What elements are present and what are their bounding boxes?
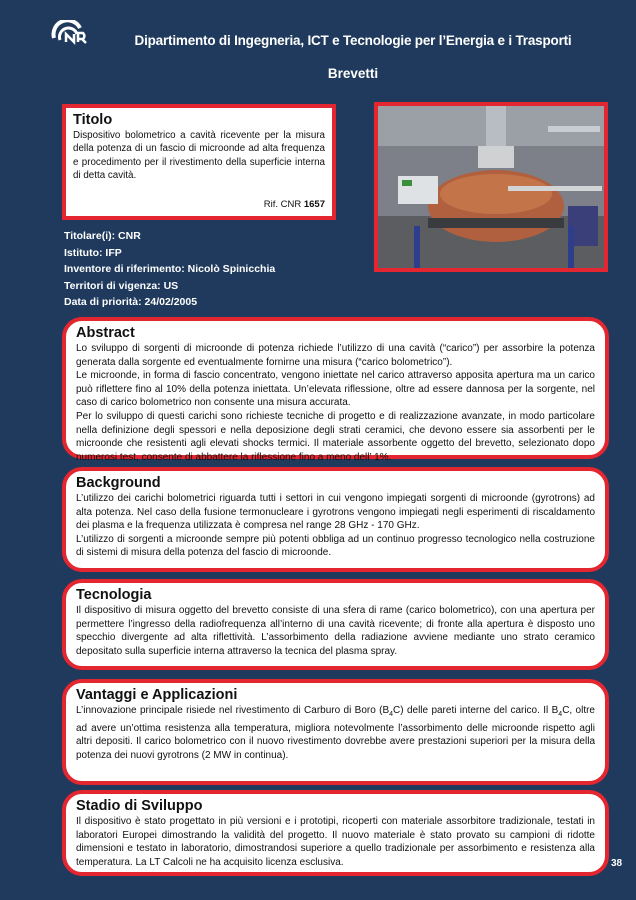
vantaggi-text-2: C) delle pareti interne del carico. Il B — [393, 705, 559, 716]
vantaggi-box — [62, 679, 609, 785]
meta-istituto: Istituto: IFP — [64, 246, 122, 259]
cnr-logo-icon — [50, 20, 94, 54]
vantaggi-sub-2: 4 — [558, 711, 563, 718]
abstract-paragraph-3: Per lo sviluppo di questi carichi sono richieste tecniche di progetto e di realizzazione avanzate, in modo particolare nella definizione degli spessori e nella deposizione degli strati ceramici, che devono essere sia assorbenti per le microonde che resistenti agli elevati shocks termici. Il materiale assorbente oggetto del brevetto, selezionato dopo numerosi test, consente di abbattere la riflessione fino a meno dell’ 1%. — [76, 410, 595, 463]
vantaggi-text-1: L’innovazione principale risiede nel rivestimento di Carburo di Boro (B — [76, 705, 390, 716]
titolo-heading: Titolo — [73, 112, 113, 128]
background-paragraph-1: L’utilizzo dei carichi bolometrici riguarda tutti i settori in cui vengono impiegati sorgenti di microonde (gyrotrons) ad alta potenza. Nel caso della fusione termonucleare i gyrotrons vengono impiegati negli esperimenti di riscaldamento dei plasma e la frequenza utilizzata è compresa nel range 28 GHz - 170 GHz. — [76, 493, 595, 532]
background-heading: Background — [76, 475, 161, 491]
meta-data-priorita: Data di priorità: 24/02/2005 — [64, 296, 198, 308]
abstract-heading: Abstract — [76, 325, 135, 341]
device-photo-image — [378, 106, 604, 268]
abstract-box — [62, 317, 609, 463]
meta-titolare: Titolare(i): CNR — [64, 230, 141, 242]
rif-number: 1657 — [303, 199, 325, 210]
stadio-paragraph: Il dispositivo è stato progettato in più versioni e i prototipi, ricoperti con materiale assorbitore tradizionale, testati in laboratori Europei dimostrando la validità del progetto. Il nuovo materiale è stato provato su campioni di ridotte dimensioni e testato in laboratorio, dimostrandosi superiore a quello tradizionale per assorbimento e resistenza alla temperatura. La LT Calcoli ne ha acquisito licenza esclusiva. — [76, 816, 595, 868]
stadio-heading: Stadio di Sviluppo — [76, 798, 203, 814]
patent-metadata — [64, 228, 275, 311]
tecnologia-heading: Tecnologia — [76, 587, 152, 603]
section-title: Brevetti — [327, 66, 379, 81]
tecnologia-box — [62, 579, 609, 670]
tecnologia-paragraph: Il dispositivo di misura oggetto del brevetto consiste di una sfera di rame (carico bolometrico), con una apertura per permettere l’ingresso della radiofrequenza all’interno di una cavità ricevente; di fronte alla apertura è disposto uno specchio divergente ad alta riflettività. L’assorbimento della radiazione avviene mediante uno strato ceramico depositato sulla superficie interna attraverso la tecnica del plasma spray. — [76, 605, 595, 657]
meta-inventore: Inventore di riferimento: Nicolò Spinicchia — [64, 263, 276, 275]
titolo-text: Dispositivo bolometrico a cavità ricevente per la misura della potenza di un fascio di microonde ad alta frequenza e procedimento per il rivestimento della superficie interna di detta cavità. — [73, 130, 325, 181]
abstract-paragraph-1: Lo sviluppo di sorgenti di microonde di potenza richiede l’utilizzo di una cavità (“carico”) per assorbire la potenza generata dalla sorgente ed eventualmente fornirne una misura (“carico bolometrico”). — [76, 343, 595, 368]
vantaggi-text-3: C, oltre ad avere un’ottima resistenza alla temperatura, migliora notevolmente l’assorbimento delle microonde rispetto agli altri depositi. Il carico bolometrico con il nuovo rivestimento dovrebbe avere prestazioni superiori per la misura della potenza dei nuovi gyrotrons (2 MW in continua). — [76, 705, 595, 761]
titolo-box — [62, 104, 336, 220]
rif-label: Rif. CNR — [263, 199, 302, 210]
meta-territori: Territori di vigenza: US — [64, 279, 179, 292]
department-title: Dipartimento di Ingegneria, ICT e Tecnologie per l’Energia e i Trasporti — [134, 33, 572, 48]
vantaggi-paragraph — [76, 704, 595, 762]
vantaggi-sub-1: 4 — [389, 711, 394, 718]
background-paragraph-2: L’utilizzo di sorgenti a microonde sempre più potenti obbliga ad un continuo progresso tecnologico nella costruzione di sistemi di misura della potenza del fascio di microonde. — [76, 533, 595, 559]
device-photo — [374, 102, 608, 272]
stadio-box — [62, 790, 609, 876]
background-box — [62, 467, 609, 572]
vantaggi-heading: Vantaggi e Applicazioni — [76, 687, 238, 703]
abstract-paragraph-2: Le microonde, in forma di fascio concentrato, vengono iniettate nel carico attraverso apposita apertura ma un carico può riflettere fino al 10% della potenza iniettata. Un’elevata riflessione, oltre ad essere dannosa per la sorgente, nel caso di carico bolometrico non consente una misura accurata. — [76, 370, 595, 409]
rif-cnr — [264, 199, 325, 210]
page-number: 38 — [611, 858, 623, 869]
